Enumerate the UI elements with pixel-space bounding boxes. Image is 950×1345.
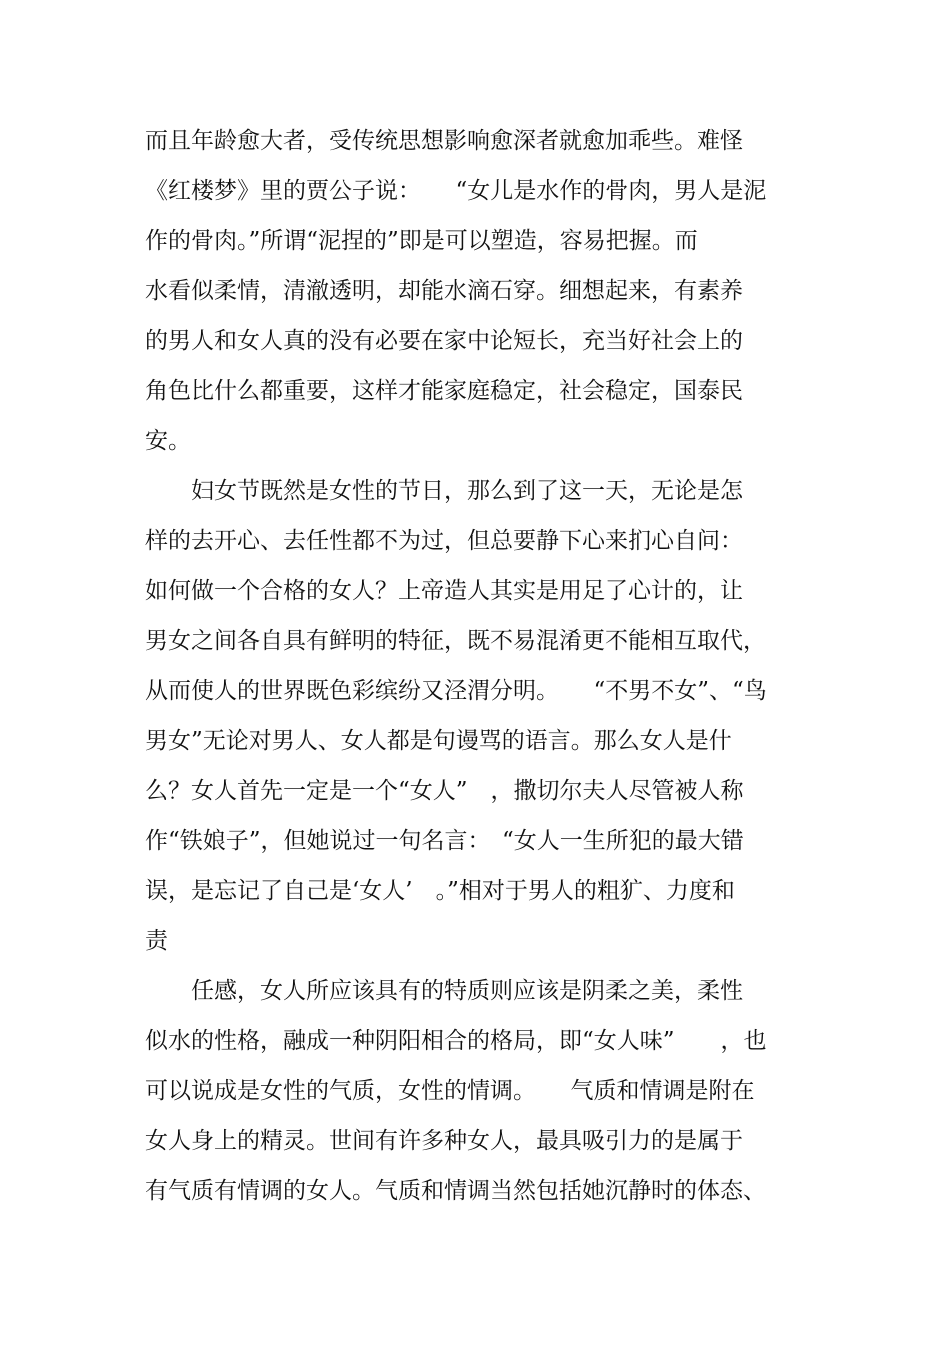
text-line: 似水的性格，融成一种阴阳相合的格局，即“女人味” ，也	[145, 1028, 767, 1054]
text-line: 可以说成是女性的气质，女性的情调。 气质和情调是附在	[145, 1078, 755, 1104]
text-line: 误，是忘记了自己是‘女人’ 。”相对于男人的粗犷、力度和	[145, 878, 735, 904]
text-line: 任感，女人所应该具有的特质则应该是阴柔之美，柔性	[145, 978, 743, 1004]
text-line: 男女”无论对男人、女人都是句谩骂的语言。那么女人是什	[145, 728, 732, 754]
text-line: 么？女人首先一定是一个“女人” ，撒切尔夫人尽管被人称	[145, 778, 744, 804]
text-line: 责	[145, 928, 168, 954]
text-line: 作的骨肉。”所谓“泥捏的”即是可以塑造，容易把握。而	[145, 228, 698, 254]
text-line: 《红楼梦》里的贾公子说： “女儿是水作的骨肉，男人是泥	[145, 178, 767, 204]
text-line: 水看似柔情，清澈透明，却能水滴石穿。细想起来，有素养	[145, 278, 743, 304]
text-line: 如何做一个合格的女人？上帝造人其实是用足了心计的，让	[145, 578, 743, 604]
text-line: 有气质有情调的女人。气质和情调当然包括她沉静时的体态、	[145, 1178, 766, 1204]
text-line: 妇女节既然是女性的节日，那么到了这一天，无论是怎	[145, 478, 743, 504]
text-line: 样的去开心、去任性都不为过，但总要静下心来扪心自问：	[145, 528, 743, 554]
text-line: 安。	[145, 428, 191, 454]
text-line: 的男人和女人真的没有必要在家中论短长，充当好社会上的	[145, 328, 743, 354]
text-line: 作“铁娘子”，但她说过一句名言： “女人一生所犯的最大错	[145, 828, 744, 854]
text-line: 而且年龄愈大者，受传统思想影响愈深者就愈加乖些。难怪	[145, 128, 743, 154]
text-line: 角色比什么都重要，这样才能家庭稳定，社会稳定，国泰民	[145, 378, 743, 404]
text-line: 从而使人的世界既色彩缤纷又泾渭分明。 “不男不女”、“鸟	[145, 678, 767, 704]
text-line: 男女之间各自具有鲜明的特征，既不易混淆更不能相互取代，	[145, 628, 766, 654]
text-line: 女人身上的精灵。世间有许多种女人，最具吸引力的是属于	[145, 1128, 743, 1154]
